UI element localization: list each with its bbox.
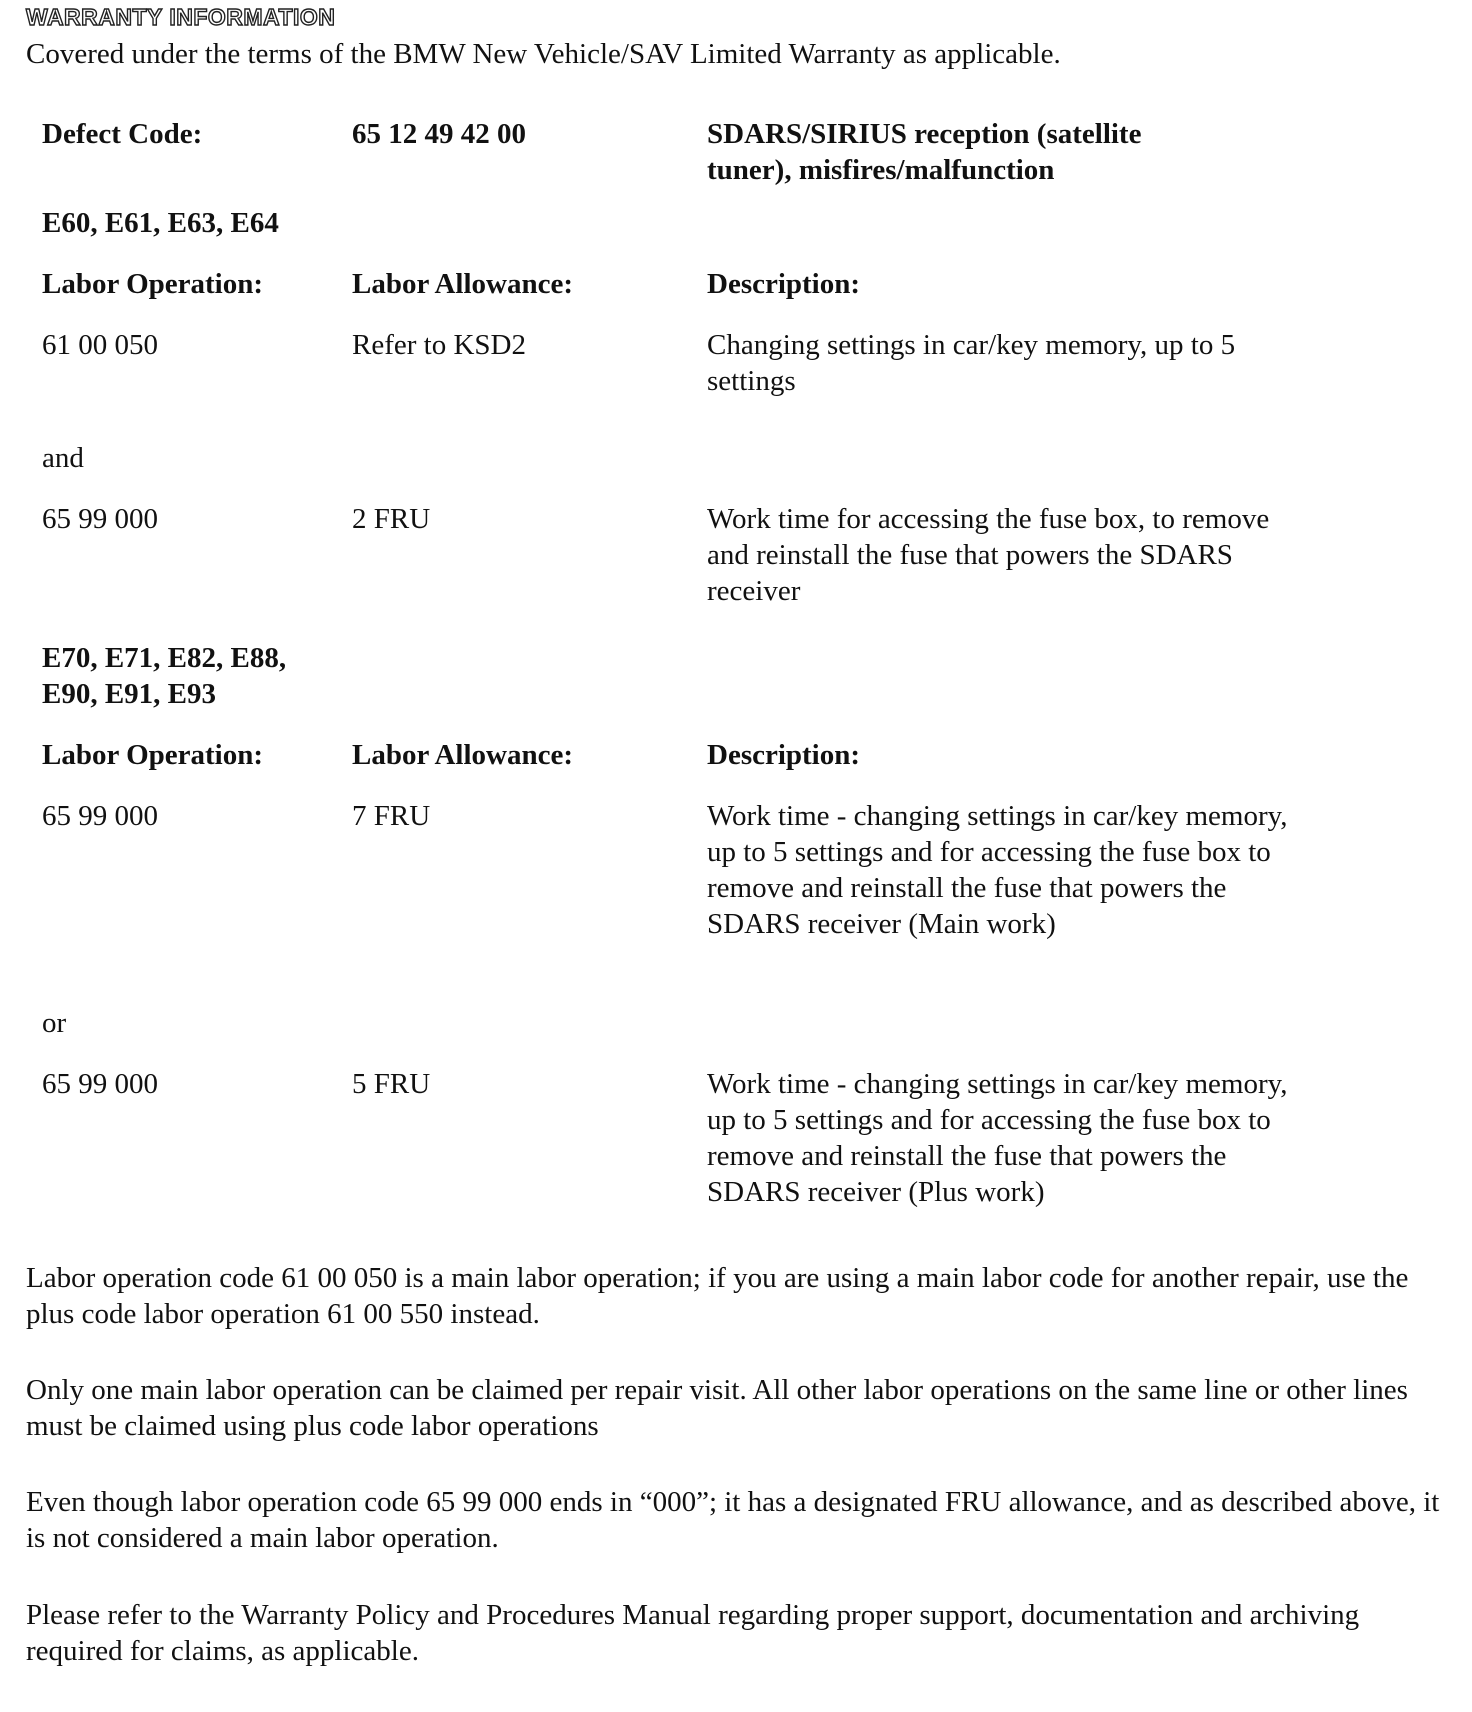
- group2-header-description: Description:: [707, 739, 861, 771]
- note-main-labor: Labor operation code 61 00 050 is a main labor operation; if you are using a main labor code for another repair, use the plus code labor operation 61 00 550 instead.: [26, 1262, 1409, 1330]
- defect-description: SDARS/SIRIUS reception (satellite tuner), misfires/malfunction: [707, 118, 1142, 186]
- note-fru-allowance: Even though labor operation code 65 99 000 ends in “000”; it has a designated FRU allowance, and as described above, it is not considered a main labor operation.: [26, 1486, 1440, 1554]
- group2-models: E70, E71, E82, E88, E90, E91, E93: [42, 642, 287, 710]
- group1-row1-operation: 61 00 050: [42, 329, 158, 361]
- defect-code-value: 65 12 49 42 00: [352, 118, 526, 150]
- note-policy-manual: Please refer to the Warranty Policy and Procedures Manual regarding proper support, documentation and archiving required for claims, as applicable.: [26, 1599, 1360, 1667]
- group2-header-allowance: Labor Allowance:: [352, 739, 573, 771]
- group2-row2-allowance: 5 FRU: [352, 1068, 431, 1100]
- group2-row2-operation: 65 99 000: [42, 1068, 158, 1100]
- group2-header-operation: Labor Operation:: [42, 739, 263, 771]
- note-one-main-labor: Only one main labor operation can be claimed per repair visit. All other labor operations on the same line or other lines must be claimed using plus code labor operations: [26, 1374, 1408, 1442]
- group1-header-operation: Labor Operation:: [42, 268, 263, 300]
- defect-code-label: Defect Code:: [42, 118, 203, 150]
- intro-text: Covered under the terms of the BMW New Vehicle/SAV Limited Warranty as applicable.: [26, 38, 1061, 70]
- group1-connector: and: [42, 442, 84, 474]
- group2-row1-operation: 65 99 000: [42, 800, 158, 832]
- group2-connector: or: [42, 1007, 67, 1039]
- group2-row1-description: Work time - changing settings in car/key memory, up to 5 settings and for accessing the fuse box to remove and reinstall the fuse that powers the SDARS receiver (Main work): [707, 800, 1288, 940]
- group1-row2-description: Work time for accessing the fuse box, to remove and reinstall the fuse that powers the SDARS receiver: [707, 503, 1270, 607]
- group1-row1-allowance: Refer to KSD2: [352, 329, 526, 361]
- group1-header-allowance: Labor Allowance:: [352, 268, 573, 300]
- group2-row2-description: Work time - changing settings in car/key memory, up to 5 settings and for accessing the fuse box to remove and reinstall the fuse that powers the SDARS receiver (Plus work): [707, 1068, 1288, 1208]
- group1-header-description: Description:: [707, 268, 861, 300]
- group1-row2-allowance: 2 FRU: [352, 503, 431, 535]
- group1-row1-description: Changing settings in car/key memory, up to 5 settings: [707, 329, 1236, 397]
- group1-models: E60, E61, E63, E64: [42, 207, 279, 239]
- section-heading: WARRANTY INFORMATION: [26, 4, 336, 30]
- group2-row1-allowance: 7 FRU: [352, 800, 431, 832]
- group1-row2-operation: 65 99 000: [42, 503, 158, 535]
